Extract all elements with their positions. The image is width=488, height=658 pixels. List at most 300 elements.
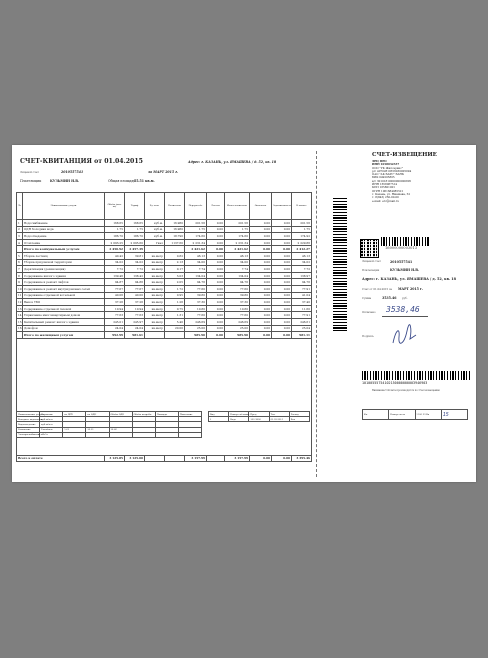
notice-bottom-row [363,410,468,420]
area-value: 55.51 кв.м. [134,179,155,183]
value-cell: кв.метр [145,266,165,273]
value-cell: 0.00 [207,305,225,312]
value-cell: 37.30 [185,299,207,306]
norms-cell: Холодное водоснабж. [18,417,43,421]
value-cell: 1.26 [165,299,185,306]
value-cell: 5.40 [165,318,185,325]
notice-period: МАРТ 2015 г. [398,287,424,291]
value-cell: 34.02 [125,259,145,266]
paid-label: Оплачено [362,311,376,314]
value-cell: 201.56 [292,220,312,227]
notice-period-label: Счет от 01.04.2015 за [362,288,392,291]
value-cell: 0.00 [250,279,272,286]
value-cell: 174.60 [225,233,250,240]
value-cell: 25.00 [185,325,207,332]
value-cell: 992.99 [105,332,125,339]
norms-header: на ОДН [86,412,109,417]
value-cell: 0.00 [207,312,225,319]
notice-title: СЧЕТ-ИЗВЕЩЕНИЕ [372,152,437,158]
value-cell: 0.00 [250,305,272,312]
column-header: Объём (кол-во) [105,193,125,220]
value-cell: куб.м. [145,220,165,227]
norms-cell [86,432,109,437]
value-cell: 0.00 [250,220,272,227]
value-cell [145,246,165,253]
value-cell: кв.метр [145,285,165,292]
meters-header: Пред. [249,412,269,417]
value-cell: 174.92 [292,233,312,240]
notice-address: Адрес: г. КАЗАНЬ, ул. ЯМАШЕВА / д. 52, кв. 18 [362,277,457,281]
service-name-cell: Содержание жилого здания [23,272,105,279]
grand-total-value: 3 157.99 [225,455,250,461]
org-line: ОГРН 1061684085521 [372,188,404,193]
grand-total-value [145,455,165,461]
value-cell: 46.13 [292,252,312,259]
grand-total-value: 0.00 [272,455,292,461]
value-cell: 0.00 [207,266,225,273]
notice-account: 2010557541 [390,260,413,264]
value-cell: 2 231.34 [185,239,207,246]
value-cell: 201.56 [185,220,207,227]
value-cell: 0.00 [207,252,225,259]
table-row [17,239,312,246]
subtotal-row [17,246,312,253]
value-cell: 0.95 [165,292,185,299]
column-header: Начислено [165,193,185,220]
value-cell: кв.метр [145,272,165,279]
signature-label: Подпись [362,335,374,338]
grand-total-value: 3 125.85 [105,455,125,461]
org-line: ЭРЦ ПРО [372,159,387,163]
notice-bottom-cell: 5500 33 Кв [415,410,441,420]
notice-note: Внимание! Оплата производится по Счет-извещению [372,389,441,392]
norms-cell [155,432,178,437]
value-cell: 0.00 [250,246,272,253]
value-cell: 0.00 [272,285,292,292]
value-cell: кв.метр [145,318,165,325]
value-cell: 40.00 [125,292,145,299]
value-cell: 37.30 [225,299,250,306]
value-cell: 985.90 [185,332,207,339]
table-row [17,252,312,259]
value-cell: 0.00 [207,285,225,292]
value-cell: 1.75 [125,226,145,233]
service-name-cell: Итого по жилищным услугам [23,332,105,339]
value-cell: 16.980 [165,220,185,227]
sum-currency: руб. [402,297,408,300]
value-cell: 1.75 [292,226,312,233]
value-cell: 201.56 [225,220,250,227]
value-cell: 0.00 [207,292,225,299]
area-label: Общая площадь [108,179,136,183]
value-cell: 0.00 [272,266,292,273]
value-cell: 0.00 [207,246,225,253]
account-label: Лицевой счет [20,171,39,174]
value-cell: 139.46 [105,272,125,279]
value-cell: 0.00 [272,246,292,253]
value-cell: 0.00 [250,252,272,259]
meters-cell: 100 3890 [249,417,269,422]
notice-bottom-cell: Номер счета [389,410,415,420]
value-cell: кв.метр [145,279,165,286]
table-row [17,272,312,279]
value-cell: 1 [17,220,23,227]
value-cell: 2 457.39 [125,246,145,253]
value-cell: 134.04 [185,272,207,279]
small-barcode [381,237,429,246]
norms-header: Наименование услуги [18,412,44,416]
value-cell: 0.00 [207,226,225,233]
notice-org-block [372,160,411,203]
value-cell: 2 [17,226,23,233]
value-cell: 0.00 [272,305,292,312]
norms-cell: куб.м/чел. [40,417,63,422]
notice-payer: КУЗЬМИН Н.В. [390,268,420,272]
value-cell: 174.60 [185,233,207,240]
service-name-cell: Домофон [23,325,105,332]
value-cell: 10.80 [225,305,250,312]
value-cell: кв.метр [145,259,165,266]
meters-cell: Вода [229,417,249,422]
value-cell: 134.04 [225,272,250,279]
value-cell: 1.75 [225,226,250,233]
table-header-row [17,193,312,220]
subtotal-row [17,332,312,339]
value-cell: 0.82 [165,252,185,259]
value-cell: 0.17 [165,266,185,273]
value-cell: 0.00 [272,279,292,286]
value-cell: 94.76 [292,279,312,286]
value-cell: 41.04 [292,292,312,299]
value-cell: 7.72 [105,266,125,273]
value-cell: 40.42 [105,252,125,259]
value-cell: 20.00 [165,325,185,332]
value-cell: 37.26 [125,299,145,306]
service-name-cell: Водоотведение [23,233,105,240]
meters-row [209,417,310,422]
value-cell: 5 [17,252,23,259]
value-cell: 186.70 [105,233,125,240]
notice-bottom-cell: 15 [441,410,467,420]
value-cell: 34.00 [225,259,250,266]
norms-cell [178,432,201,437]
grand-total-value [207,455,225,461]
value-cell: 39.81 [125,252,145,259]
value-cell: 77.63 [105,312,125,319]
grand-total-value: 0.00 [250,455,272,461]
value-cell: 0.00 [250,226,272,233]
value-cell: 0.00 [272,220,292,227]
value-cell: 0.75 [165,305,185,312]
value-cell: 0.00 [272,233,292,240]
value-cell: 0.00 [250,233,272,240]
meters-header: Расход [289,412,309,417]
value-cell: 10.94 [105,305,125,312]
value-cell: Гкал [145,239,165,246]
value-cell: 77.91 [292,285,312,292]
value-cell: 40.06 [105,292,125,299]
grand-total-value: 3 157.99 [185,455,207,461]
value-cell: 0.00 [207,325,225,332]
value-cell: 8 [17,272,23,279]
cut-line [316,151,317,477]
small-barcode-number: 16000000003013 [385,246,418,250]
value-cell: 2 421.62 [185,246,207,253]
value-cell: 0.00 [250,312,272,319]
handwritten-signature [390,325,420,347]
value-cell: 0.00 [207,259,225,266]
value-cell: 0.00 [250,318,272,325]
norms-table [16,411,202,438]
grand-total-row [17,455,312,461]
value-cell: 34.00 [185,259,207,266]
value-cell: 39.80 [185,292,207,299]
org-line: ИНН 1658087514 [372,182,397,187]
value-cell: 0.00 [272,259,292,266]
norms-header: Показание [178,412,201,417]
value-cell: 246.69 [225,318,250,325]
value-cell: 2 421.62 [225,246,250,253]
value-cell: 0.00 [272,299,292,306]
value-cell: 12 [18,299,22,304]
norms-header: Объём потребл. [132,412,155,417]
value-cell: 1.72 [165,285,185,292]
value-cell: 24.04 [105,325,125,332]
table-row [17,312,312,319]
document-page [12,145,476,482]
grand-total-value [165,455,185,461]
norms-cell: Гкал/кв.м. [40,427,63,432]
value-cell: 77.67 [105,285,125,292]
value-cell: 246.61 [292,318,312,325]
value-cell: 0.00 [272,332,292,339]
value-cell: 0.00 [272,292,292,299]
value-cell: 16 [18,326,22,331]
value-cell: 11.60 [292,305,312,312]
value-cell: 168.65 [105,220,125,227]
value-cell: 0.00 [272,226,292,233]
value-cell: 0.00 [250,259,272,266]
value-cell: 7 [17,266,23,273]
paid-handwritten: 3538,46 [386,305,420,314]
norms-cell [109,432,132,437]
table-row [17,292,312,299]
column-header: Наименование услуги [23,193,105,220]
service-name-cell: Содержание и ремонт внутридомовых сетей [23,285,105,292]
grand-total-label: Всего к оплате [17,455,105,461]
value-cell: 2 412.27 [292,246,312,253]
meters-header: Тек. [269,412,289,417]
value-cell: 138.42 [125,272,145,279]
value-cell: 94.76 [185,279,207,286]
value-cell: 10.80 [185,305,207,312]
value-cell: 0.00 [207,299,225,306]
value-cell: 981.11 [292,332,312,339]
column-header: К оплате [292,193,312,220]
value-cell: 0.00 [250,325,272,332]
table-row [17,226,312,233]
value-cell: 16.980 [165,226,185,233]
value-cell [145,332,165,339]
value-cell: 11 [18,293,22,298]
value-cell: 7.74 [225,266,250,273]
value-cell: 0.00 [272,239,292,246]
value-cell: 0.00 [272,325,292,332]
value-cell: 0.00 [207,279,225,286]
value-cell: 9 [17,279,23,286]
value-cell: 985.90 [225,332,250,339]
service-name-cell: Содержание отдельной котельной [23,292,105,299]
value-cell: 0.00 [207,239,225,246]
meters-header: Номер счётчика [230,412,250,416]
account-number: 2010557541 [61,170,84,174]
value-cell: 7.74 [185,266,207,273]
value-cell: 77.67 [125,285,145,292]
bill-title: СЧЕТ-КВИТАНЦИЯ от 01.04.2015 [20,158,143,165]
value-cell: 24.04 [125,325,145,332]
norms-cell: 16.66 [109,427,132,432]
value-cell: 2 093.25 [105,239,125,246]
norms-cell: 10.11 [86,427,109,432]
value-cell: 6 [17,259,23,266]
value-cell: кв.метр [145,292,165,299]
meters-table [208,411,310,422]
bill-period: за МАРТ 2015 г. [148,170,179,174]
norms-header: на ДПУ [63,412,86,417]
value-cell: 14 [18,313,22,318]
value-cell: 1.75 [105,226,125,233]
norms-row [17,432,202,437]
value-cell: 25.00 [225,325,250,332]
value-cell: 39.80 [225,292,250,299]
value-cell: 77.91 [292,312,312,319]
value-cell: 94.86 [125,279,145,286]
norms-cell: Электроснабжение [18,433,41,437]
value-cell: 0.00 [272,312,292,319]
value-cell: 2 095.60 [125,239,145,246]
norms-cell: кВт*ч [40,432,63,437]
column-header: Тариф [125,193,145,220]
value-cell: куб.м. [145,233,165,240]
sum-value: 3535.46 [382,296,397,300]
value-cell: 0.00 [250,272,272,279]
norms-cell: 5.61 [63,427,86,432]
norms-header: Норматив [40,412,63,417]
org-line: e-mail: erc@mail.ru [372,198,399,203]
value-cell: кв.метр [145,325,165,332]
value-cell: 245.97 [125,318,145,325]
notice-bottom-cell: Кв. [363,410,389,420]
value-cell: 2.13 [165,259,185,266]
value-cell: 37.40 [292,299,312,306]
column-header: Льготы [207,193,225,220]
org-line: р/с 40702810556030005094 [372,168,412,173]
value-cell: 186.70 [125,233,145,240]
value-cell: 0.00 [207,332,225,339]
value-cell: 168.65 [125,220,145,227]
org-line: ООО "УК Жилсервис" [372,165,403,170]
service-name-cell: Уборка лестниц [23,252,105,259]
norms-cell [63,432,86,437]
service-name-cell: Уборка придомовой территории [23,259,105,266]
meters-cell: Хол [289,417,309,422]
value-cell: 0.00 [207,272,225,279]
table-row [17,233,312,240]
vertical-barcode [333,197,347,331]
column-header: Перерасчёт [185,193,207,220]
value-cell: 18.790 [165,233,185,240]
value-cell: 94.87 [105,279,125,286]
meters-cell: 01.03.2015 [269,417,289,422]
value-cell: 13 [18,306,22,311]
value-cell: 34.02 [292,259,312,266]
table-row [17,318,312,325]
value-cell [165,332,185,339]
value-cell: 0.00 [207,220,225,227]
service-name-cell: Итого по коммунальным услугам [23,246,105,253]
long-barcode-number: 10100555754102150000000003946903 [362,381,428,385]
table-row [17,259,312,266]
value-cell [165,246,185,253]
value-cell: 245.01 [105,318,125,325]
table-row [17,266,312,273]
norms-cell: куб.м/чел. [40,422,63,427]
value-cell: 7.72 [292,266,312,273]
org-line: ИНН 1658032337 [372,162,400,167]
value-cell: 1.75 [185,226,207,233]
value-cell: 77.60 [185,285,207,292]
value-cell: 77.60 [225,312,250,319]
norms-cell: Отопление [17,427,40,432]
notice-payer-label: Плательщик [362,269,380,272]
value-cell: 7.72 [125,266,145,273]
value-cell: 0.00 [250,292,272,299]
value-cell: кв.метр [145,299,165,306]
service-name-cell: ОДН Холодная вода [23,226,105,233]
paid-line [382,316,428,317]
value-cell: кв.метр [145,305,165,312]
qr-code [360,239,379,258]
service-name-cell: Вывоз ТБО [23,299,105,306]
notice-account-label: Лицевой счет [362,260,381,263]
column-header: № [17,193,23,220]
value-cell: 37.26 [105,299,125,306]
column-header: Ед. изм. [145,193,165,220]
service-name-cell: Содержание и ремонт лифтов [23,279,105,286]
value-cell: 0.00 [250,239,272,246]
value-cell: кв.метр [145,252,165,259]
norms-cell [132,432,155,437]
value-cell: 34.02 [105,259,125,266]
table-row [17,305,312,312]
value-cell: 4 [17,239,23,246]
column-header: Оплачено [250,193,272,220]
service-name-cell: Содержание отдельной газовой [23,305,105,312]
value-cell: 77.63 [125,312,145,319]
column-header: Итого начислено [225,193,250,220]
value-cell: 0.00 [250,266,272,273]
org-line: к/с 30101810000000000805 [372,178,412,183]
service-name-cell: Капитальный ремонт жилого здания [23,318,105,325]
value-cell: 0.00 [272,272,292,279]
value-cell: 2 231.34 [225,239,250,246]
value-cell: 94.76 [225,279,250,286]
meters-header: Вид [209,412,229,417]
table-row [17,220,312,227]
table-row [17,279,312,286]
value-cell: 1.31 [165,312,185,319]
value-cell: 46.13 [185,252,207,259]
